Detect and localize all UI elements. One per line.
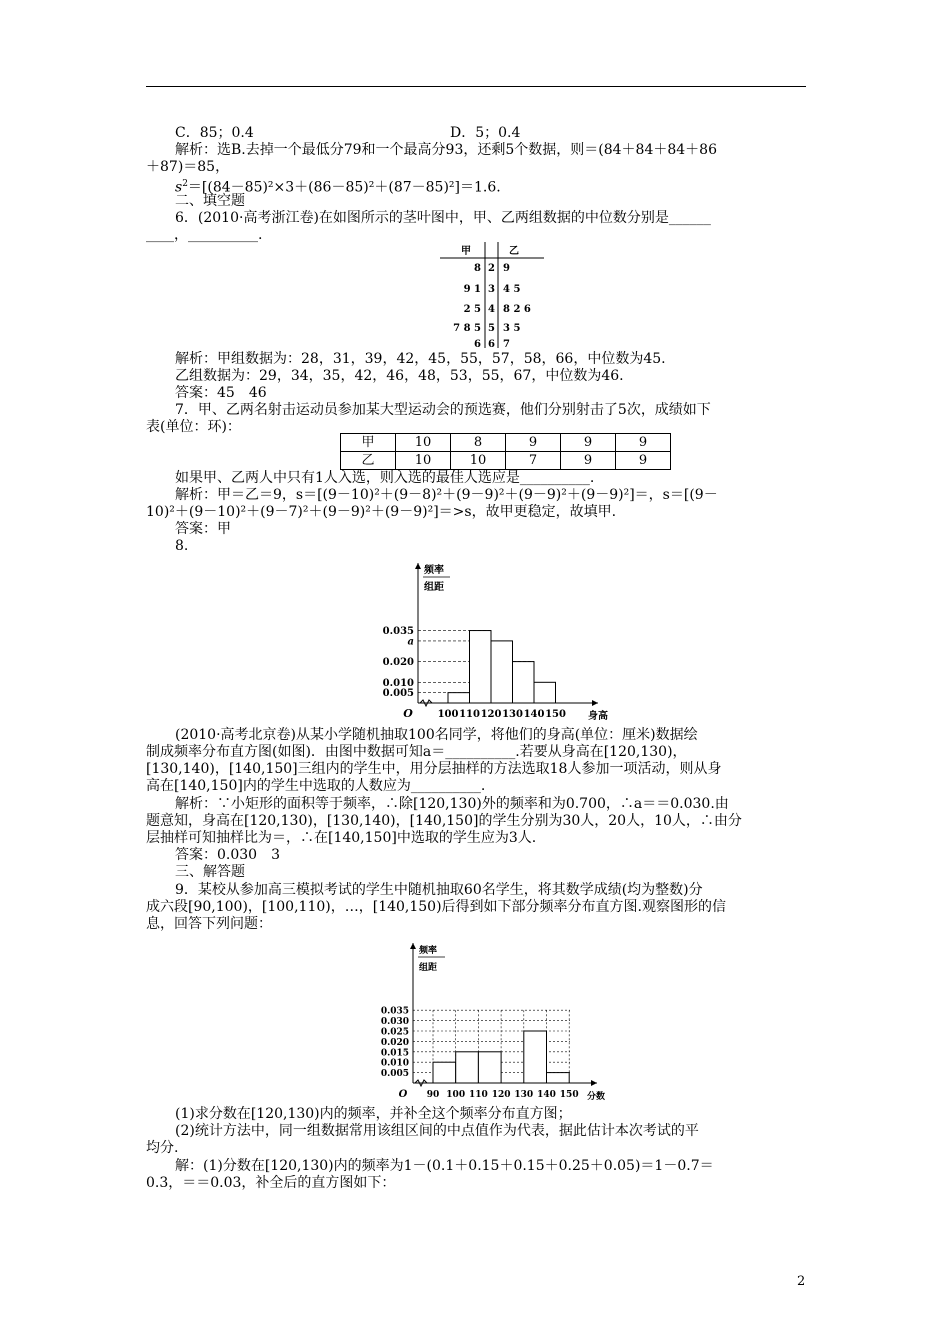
leaf-left: 8 [474, 263, 481, 274]
q7-solution-1: 解析：甲＝乙＝9，s＝[(9－10)²＋(9－8)²＋(9－9)²＋(9－9)²＋(9－9)²]＝，s＝[(9－ [175, 487, 718, 503]
stem-leaf-plot [430, 240, 550, 350]
q6-text-2: ____，__________. [146, 227, 263, 243]
q7-solution-2: 10)²＋(9－10)²＋(9－7)²＋(9－9)²＋(9－9)²]＝>s，故甲更稳定，故填甲. [146, 504, 617, 520]
y-axis-label-top: 频率 [419, 946, 438, 956]
histogram-bar [478, 1052, 501, 1083]
shooting-scores-table [340, 433, 671, 470]
stem-leaf-head-left: 甲 [461, 246, 471, 257]
q8-text-3: [130,140)，[140,150]三组内的学生中，用分层抽样的方法选取18人参加一项活动，则从身 [146, 761, 722, 777]
q7-text-2: 表(单位：环)： [146, 419, 241, 435]
leaf-right: 7 [503, 339, 510, 350]
x-tick-label: 100 [437, 709, 459, 720]
stem-leaf-row-1 [474, 263, 510, 274]
stem-leaf-row-4 [453, 323, 520, 334]
y-tick-label: 0.005 [380, 1069, 409, 1080]
q6-answer: 答案：45 46 [175, 385, 267, 401]
stem: 2 [488, 263, 495, 274]
y-tick-label: a [407, 636, 414, 648]
option-c: C．85；0.4 [175, 125, 254, 141]
stem-leaf-row-3 [464, 304, 531, 315]
table-row [341, 452, 671, 470]
stem: 6 [488, 339, 495, 350]
x-tick-label: 150 [545, 709, 566, 720]
q9-solution-1: 解：(1)分数在[120,130)内的频率为1－(0.1＋0.15＋0.15＋0.25＋0.05)＝1－0.7＝ [175, 1158, 714, 1174]
table-cell-name: 甲 [341, 434, 396, 452]
q8-text-1: (2010·高考北京卷)从某小学随机抽取100名同学，将他们的身高(单位：厘米)数据绘 [175, 727, 698, 743]
table-cell: 10 [396, 452, 451, 470]
table-row [341, 434, 671, 452]
leaf-left: 9 1 [463, 284, 481, 295]
stem-leaf-row-5 [474, 339, 510, 350]
header-rule [146, 86, 806, 87]
section-solve: 三、解答题 [175, 864, 245, 880]
q9-solution-2: 0.3，＝＝0.03，补全后的直方图如下： [146, 1175, 396, 1191]
table-cell: 9 [616, 434, 671, 452]
leaf-left: 2 5 [463, 304, 481, 315]
x-axis-arrow [592, 700, 598, 706]
histogram-bar [513, 662, 535, 703]
histogram-bar [456, 1052, 479, 1083]
y-tick-label: 0.010 [380, 1058, 409, 1069]
histogram-bar [448, 693, 470, 703]
y-axis-label-bottom: 组距 [424, 582, 444, 593]
x-axis-label: 分数 [587, 1092, 605, 1102]
q9-part-1: (1)求分数在[120,130)内的频率，并补全这个频率分布直方图； [175, 1106, 572, 1122]
section-fill-blank: 二、填空题 [175, 193, 245, 209]
q8-text-2: 制成频率分布直方图(如图)．由图中数据可知a＝__________.若要从身高在[120,130)， [146, 744, 687, 760]
q7-text-3: 如果甲、乙两人中只有1人入选，则入选的最佳人选应是__________. [175, 470, 595, 486]
table-cell: 9 [616, 452, 671, 470]
x-tick-label: 130 [502, 709, 523, 720]
y-tick-label: 0.025 [380, 1027, 409, 1038]
y-tick-label: 0.010 [382, 677, 414, 689]
q8-solution-1: 解析：∵小矩形的面积等于频率，∴除[120,130)外的频率和为0.700，∴a＝＝0.030.由 [175, 796, 729, 812]
origin-label: O [403, 707, 413, 720]
histogram-bar [534, 682, 556, 703]
height-histogram [380, 553, 610, 725]
histogram-bar [547, 1073, 570, 1083]
q5-solution-line-2: ＋87)＝85， [146, 159, 230, 175]
q9-text-2: 成六段[90,100)，[100,110)，…，[140,150)后得到如下部分频率分布直方图.观察图形的信 [146, 899, 726, 915]
y-tick-label: 0.020 [380, 1037, 409, 1048]
y-tick-label: 0.035 [380, 1006, 409, 1017]
stem: 3 [488, 284, 495, 295]
q5-solution-line-1: 解析：选B.去掉一个最低分79和一个最高分93，还剩5个数据，则＝(84＋84＋84＋86 [175, 142, 717, 158]
leaf-left: 7 8 5 [453, 323, 481, 334]
x-tick-label: 100 [446, 1090, 466, 1100]
leaf-right: 3 5 [503, 323, 521, 334]
variance-formula: ＝[(84－85)²×3＋(86－85)²＋(87－85)²]＝1.6. [187, 179, 501, 196]
x-tick-label: 120 [491, 1090, 511, 1100]
x-tick-label: 130 [514, 1090, 534, 1100]
y-tick-label: 0.020 [382, 657, 414, 669]
variance-symbol: s [175, 179, 183, 196]
x-tick-label: 150 [559, 1090, 579, 1100]
q8-number: 8. [175, 538, 189, 554]
y-tick-label: 0.030 [380, 1017, 409, 1028]
q6-solution-2: 乙组数据为：29，34，35，42，46，48，53，55，67，中位数为46. [175, 368, 624, 384]
q7-answer: 答案：甲 [175, 521, 231, 537]
q8-answer: 答案：0.030 3 [175, 847, 280, 863]
stem-leaf-head-right: 乙 [509, 246, 519, 257]
q9-text-3: 息，回答下列问题： [146, 916, 272, 932]
x-tick-label: 90 [426, 1090, 440, 1100]
variance-exponent: 2 [182, 179, 188, 189]
score-histogram [375, 933, 605, 1103]
q8-solution-3: 层抽样可知抽样比为＝，∴在[140,150]中选取的学生应为3人. [146, 830, 537, 846]
histogram-bar [491, 641, 513, 703]
q7-text-1: 7．甲、乙两名射击运动员参加某大型运动会的预选赛，他们分别射击了5次，成绩如下 [175, 402, 711, 418]
y-tick-label: 0.015 [380, 1048, 409, 1059]
x-tick-label: 140 [523, 709, 545, 720]
x-tick-label: 110 [459, 709, 480, 720]
x-tick-label: 140 [537, 1090, 556, 1100]
y-tick-label: 0.005 [382, 688, 414, 700]
table-cell: 10 [451, 452, 506, 470]
histogram-bar [470, 631, 492, 703]
table-cell: 7 [506, 452, 561, 470]
table-cell: 10 [396, 434, 451, 452]
stem: 5 [488, 323, 495, 334]
q9-part-2: (2)统计方法中，同一组数据常用该组区间的中点值作为代表，据此估计本次考试的平 [175, 1123, 699, 1139]
page-number: 2 [797, 1274, 806, 1289]
x-tick-label: 120 [480, 709, 502, 720]
y-axis-arrow [415, 563, 421, 569]
leaf-left: 6 [474, 339, 481, 350]
x-tick-label: 110 [469, 1090, 488, 1100]
table-cell: 9 [561, 434, 616, 452]
y-axis-arrow [410, 943, 416, 949]
leaf-right: 9 [503, 263, 510, 274]
table-cell: 9 [506, 434, 561, 452]
leaf-right: 4 5 [503, 284, 521, 295]
q8-solution-2: 题意知，身高在[120,130)，[130,140)，[140,150]的学生分别为30人，20人，10人，∴由分 [146, 813, 742, 829]
option-d: D．5；0.4 [450, 125, 521, 141]
y-axis-label-top: 频率 [424, 565, 444, 576]
table-cell-name: 乙 [341, 452, 396, 470]
origin-label: O [398, 1089, 408, 1100]
stem-leaf-row-2 [464, 284, 521, 295]
histogram-bar [524, 1031, 547, 1083]
q9-part-2-cont: 均分. [146, 1140, 179, 1156]
q8-text-4: 高在[140,150]内的学生中选取的人数应为__________. [146, 778, 486, 794]
x-axis-label: 身高 [588, 711, 608, 722]
table-cell: 8 [451, 434, 506, 452]
y-tick-label: 0.035 [382, 626, 414, 638]
histogram-bar [433, 1062, 456, 1083]
y-axis-label-bottom: 组距 [419, 963, 438, 973]
q6-solution-1: 解析：甲组数据为：28，31，39，42，45，55，57，58，66，中位数为45. [175, 351, 666, 367]
x-axis-arrow [591, 1080, 597, 1086]
leaf-right: 8 2 6 [503, 304, 531, 315]
table-cell: 9 [561, 452, 616, 470]
q6-text-1: 6．(2010·高考浙江卷)在如图所示的茎叶图中，甲、乙两组数据的中位数分别是______ [175, 210, 711, 226]
stem: 4 [488, 304, 495, 315]
q9-text-1: 9．某校从参加高三模拟考试的学生中随机抽取60名学生，将其数学成绩(均为整数)分 [175, 882, 703, 898]
